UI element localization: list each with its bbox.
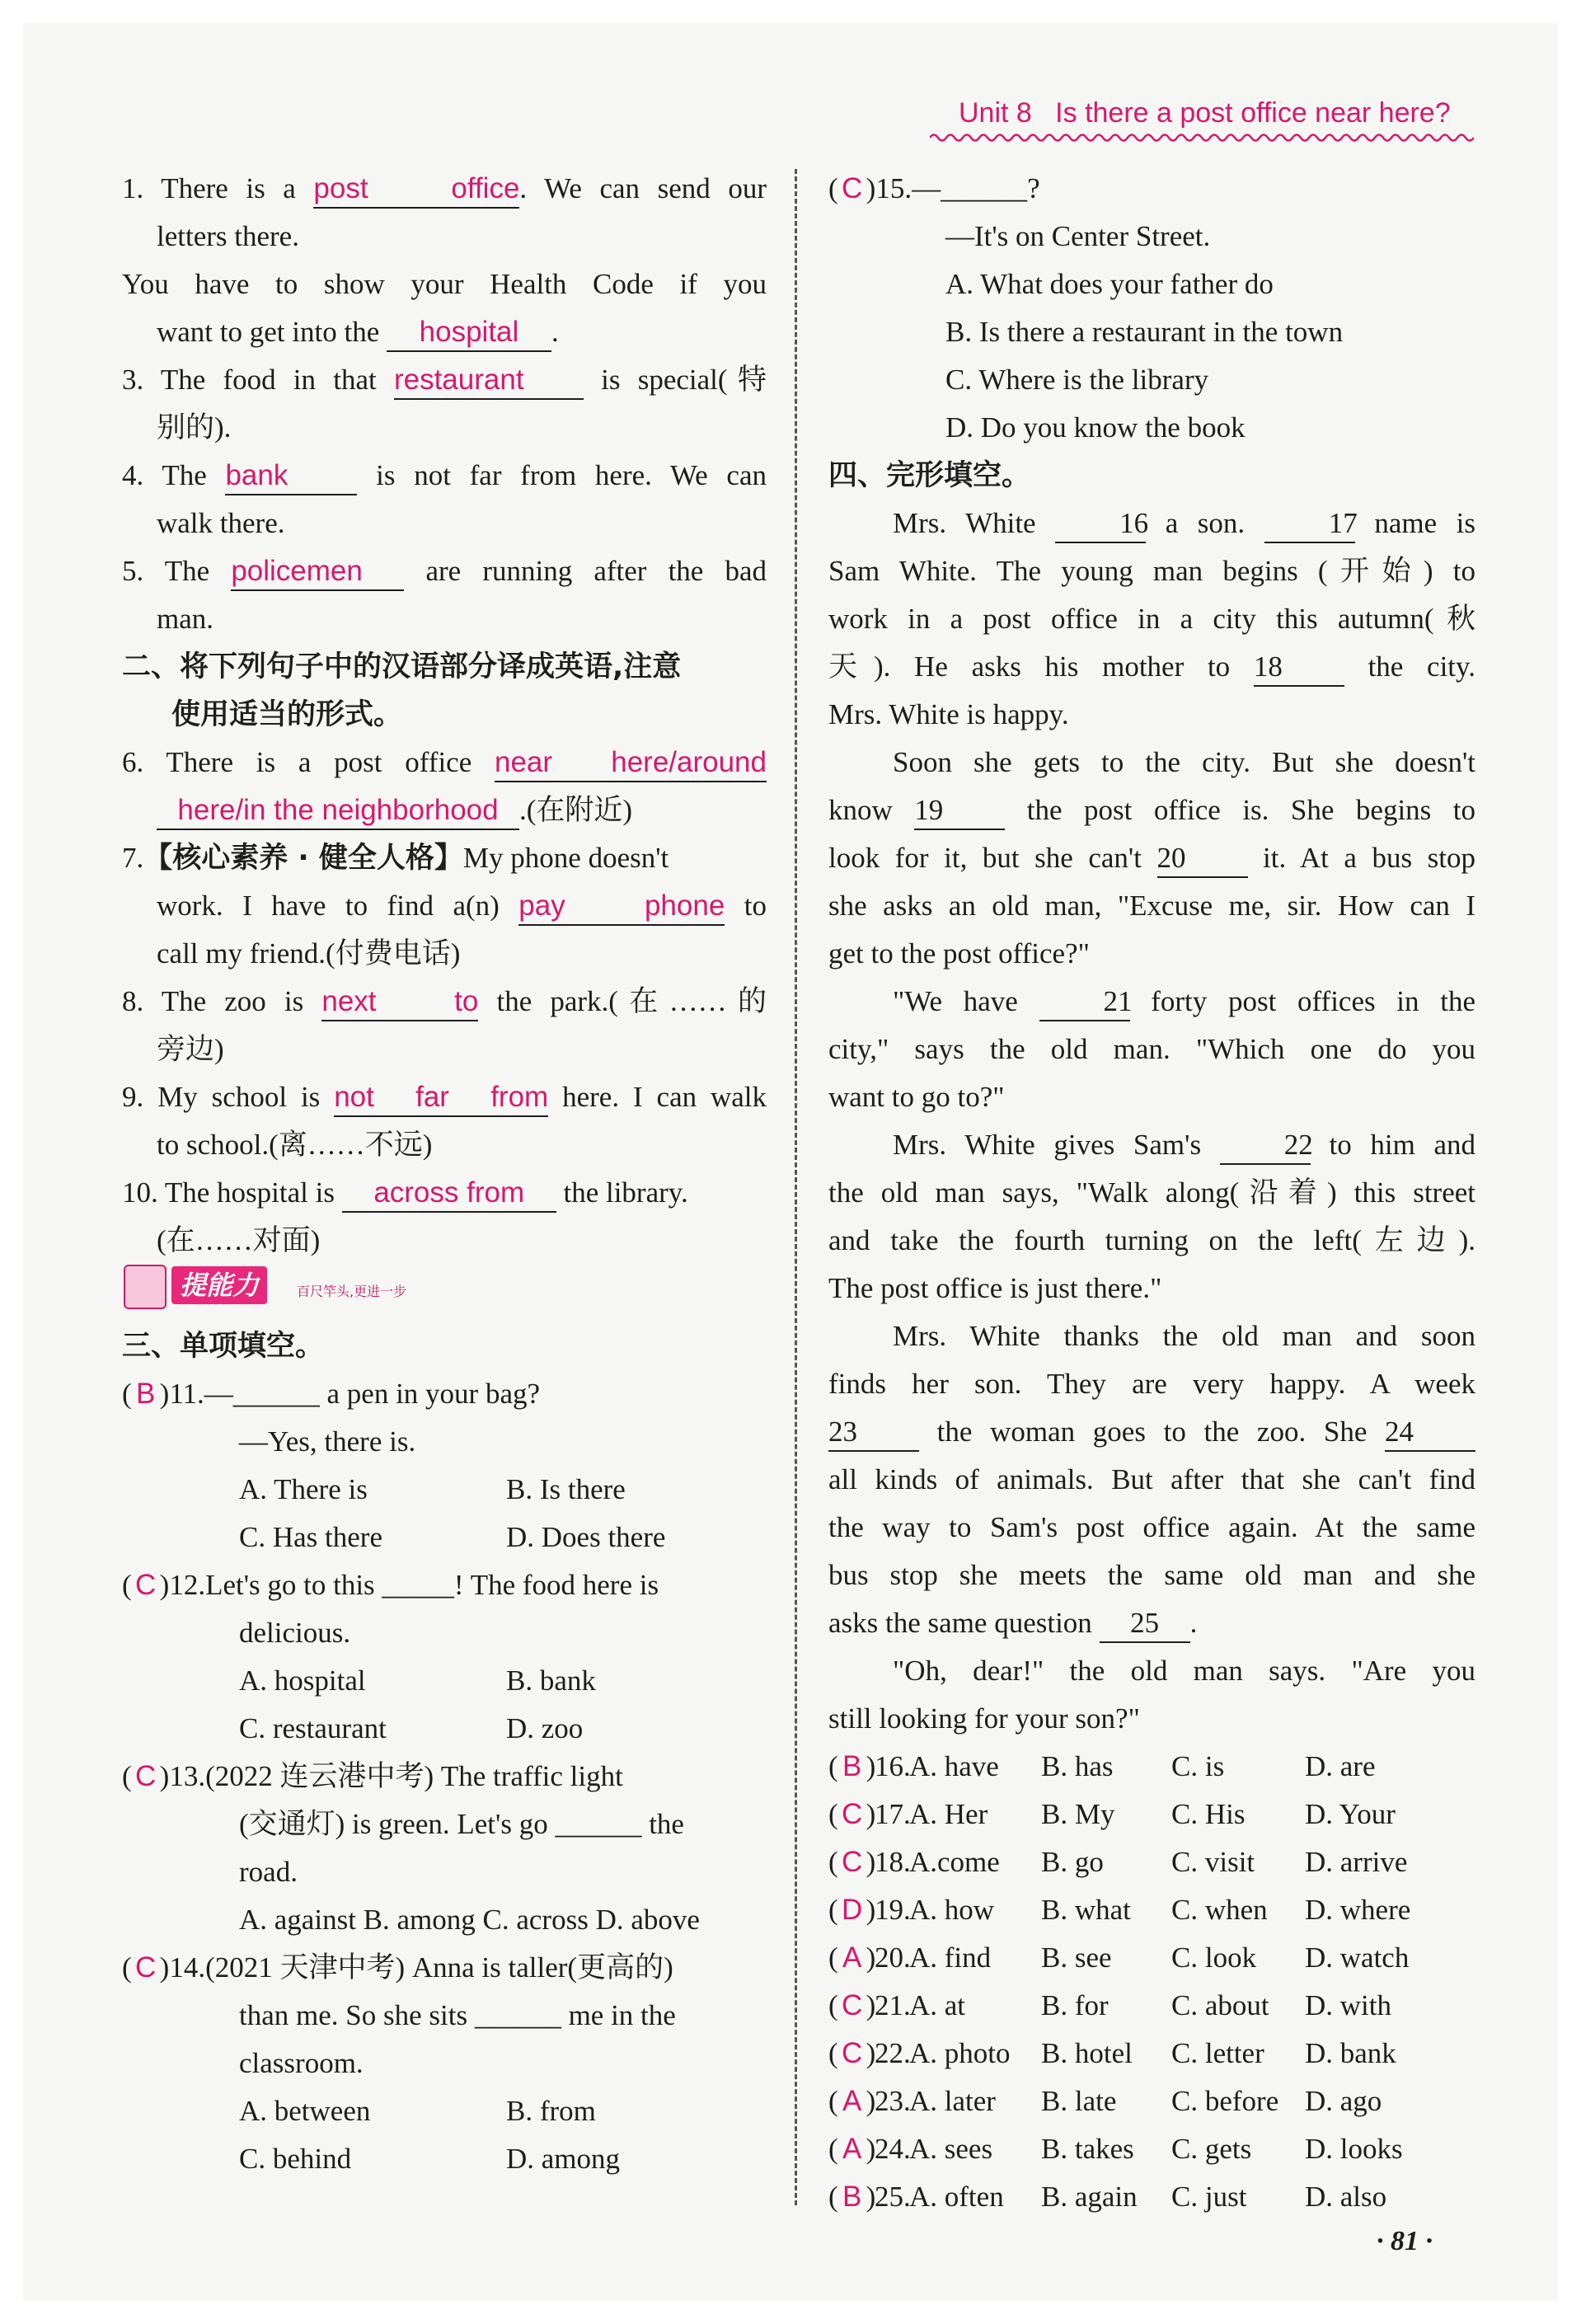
answer-blank[interactable]: pay phone — [518, 888, 725, 926]
question-1: 1. There is a post office. We can send our — [122, 165, 767, 213]
question-12: ( C )12.Let's go to this _____! The food here is — [122, 1569, 659, 1601]
unit-header — [959, 97, 1451, 129]
banner-title: 提能力 — [171, 1266, 267, 1304]
cloze-blank-24[interactable]: 24 — [1385, 1414, 1475, 1452]
cloze-blank-16[interactable]: 16 — [1055, 505, 1146, 543]
question-2: You have to show your Health Code if you — [122, 268, 767, 300]
unit-number: Unit 8 — [959, 97, 1032, 129]
cloze-answer-row: ( D ) 19. A. how B. what C. when D. where — [828, 1894, 1411, 1926]
answer-blank[interactable]: not far from — [334, 1079, 548, 1117]
cloze-answer-row: ( C ) 18. A.come B. go C. visit D. arrive — [828, 1846, 1408, 1878]
cloze-blank-21[interactable]: 21 — [1039, 984, 1130, 1021]
cloze-blank-25[interactable]: 25 — [1100, 1605, 1190, 1643]
question-5: 5. The policemen are running after the bad — [122, 547, 767, 595]
unit-title: Is there a post office near here? — [1055, 97, 1451, 129]
answer-blank[interactable]: across from — [342, 1175, 556, 1213]
answer-blank[interactable]: restaurant — [394, 362, 584, 400]
document-icon — [124, 1265, 167, 1309]
cloze-answer-row: ( A ) 20. A. find B. see C. look D. watch — [828, 1941, 1410, 1974]
header-wave-decoration — [930, 132, 1474, 143]
cloze-answer-row: ( A ) 23. A. later B. late C. before D. ago — [828, 2085, 1382, 2117]
answer-blank[interactable]: policemen — [231, 553, 404, 591]
page-number: · 81 · — [1377, 2226, 1433, 2256]
answer-blank[interactable]: post office — [313, 171, 519, 209]
answer-blank[interactable]: next to — [321, 984, 478, 1021]
section-3-heading: 三、单项填空。 — [122, 1330, 325, 1363]
answer-blank[interactable]: hospital — [387, 314, 551, 352]
passage-line: Mrs. White 16 a son. 17 name is — [828, 500, 1475, 547]
improve-ability-banner — [124, 1261, 453, 1311]
cloze-answer-row: ( B ) 16. A. have B. has C. is D. are — [828, 1750, 1376, 1782]
cloze-answer-list — [828, 1743, 1475, 2221]
question-10: 10. The hospital is across from the library. — [122, 1169, 767, 1217]
question-9: 9. My school is not far from here. I can walk — [122, 1073, 767, 1121]
cloze-answer-row: ( C ) 17. A. Her B. My C. His D. Your — [828, 1798, 1396, 1830]
cloze-blank-23[interactable]: 23 — [828, 1414, 919, 1452]
cloze-answer-row: ( C ) 22. A. photo B. hotel C. letter D. bank — [828, 2037, 1396, 2069]
cloze-blank-18[interactable]: 18 — [1254, 649, 1344, 687]
cloze-answer-row: ( A ) 24. A. sees B. takes C. gets D. looks — [828, 2133, 1403, 2165]
core-literacy-tag: 【核心素养 · 健全人格】 — [143, 842, 463, 875]
banner-subtitle: 百尺竿头,更进一步 — [297, 1284, 407, 1299]
question-3: 3. The food in that restaurant is special(特 — [122, 356, 767, 404]
cloze-blank-22[interactable]: 22 — [1220, 1127, 1311, 1165]
question-8: 8. The zoo is next to the park.(在……的 — [122, 978, 767, 1026]
answer-blank[interactable]: near here/around — [495, 744, 767, 782]
question-13: ( C )13.(2022 连云港中考) The traffic light — [122, 1760, 623, 1792]
section-4-heading: 四、完形填空。 — [828, 459, 1031, 492]
section-2-heading: 二、将下列句子中的汉语部分译成英语,注意 — [122, 650, 682, 683]
question-15: ( C )15.—______? — [828, 172, 1040, 204]
question-7: 7.【核心素养 · 健全人格】My phone doesn't — [122, 842, 669, 875]
cloze-blank-20[interactable]: 20 — [1157, 840, 1248, 878]
left-column: 1. There is a post office. We can send our letters there. You have to show your Health Code if you want to get into the hospital . 3. The food in that restaurant is special(特 别的). 4. The bank is not far from here. We can walk there. 5. The policemen are running after the bad man. 二、将下列句子中的汉语部分译成英语,注意 使用适当的形式。 6. There is a post office near here/around here/in the neighborhood .(在附近) 7.【核心素养 · 健全人格】My phone doesn't work. I have to find a(n) pay phone to call my friend.(付费电话) 8. The zoo is next to the park.(在……的 旁边) 9. My school is not far from here. I can walk to school.(离……不远) 10. The hospital is across from the library. (在……对面) 三、单项填空。 ( B )11.—______ a pen in your bag? —Yes, there is. A. There is B. Is there C. Has there D. Does there ( C )12.Let's go to this _____! The food here is delicious. A. hospital B. bank C. restaurant D. zoo ( C )13.(2022 连云港中考) The traffic light (交通灯) is green. Let's go ______ the road. A. against B. among C. across D. above ( C )14.(2021 天津中考) Anna is taller(更高的) than me. So she sits ______ me in the classroom. A. between B. from C. behind D. among — [122, 165, 767, 2183]
cloze-blank-19[interactable]: 19 — [914, 792, 1005, 830]
question-6: 6. There is a post office near here/around — [122, 739, 767, 786]
question-4: 4. The bank is not far from here. We can — [122, 452, 767, 500]
cloze-answer-row: ( B ) 25. A. often B. again C. just D. also — [828, 2181, 1387, 2213]
right-column: ( C )15.—______? —It's on Center Street. A. What does your father do B. Is there a restaurant in the town C. Where is the library D. Do you know the book 四、完形填空。 Mrs. White 16 a son. 17 name is Sam White. The young man begins (开始) to work in a post office in a city this autumn(秋 天). He asks his mother to 18 the city. Mrs. White is happy. Soon she gets to the city. But she doesn't know 19 the post office is. She begins to look for it, but she can't 20 it. At a bus stop she asks an old man, "Excuse me, sir. How can I get to the post office?" "We have 21 forty post offices in the city," says the old man. "Which one do you want to go to?" Mrs. White gives Sam's 22 to him and the old man says, "Walk along(沿着) this street and take the fourth turning on the left(左边). The post office is just there." Mrs. White thanks the old man and soon finds her son. They are very happy. A week 23 the woman goes to the zoo. She 24 all kinds of animals. But after that she can't find the way to Sam's post office again. At the same bus stop she meets the same old man and she asks the same question 25 . "Oh, dear!" the old man says. "Are you still looking for your son?" ( B ) 16. A. have B. has C. is D. are ( C ) 17. A. Her B. My C. His D. Your ( C ) 18. A.come B. go C. visit D. arrive ( D ) 19. A. how B. what C. when D. where ( A ) 20. A. find B. see C. look D. watch ( C ) 21. A. at B. for C. about D. with ( C ) 22. A. photo B. hotel C. letter D. bank ( A ) 23. A. later B. late C. before D. ago ( A ) 24. A. sees B. takes C. gets D. looks ( B ) 25. A. often B. again C. just D. also — [828, 165, 1475, 2221]
answer-blank[interactable]: here/in the neighborhood — [157, 792, 519, 830]
cloze-answer-row: ( C ) 21. A. at B. for C. about D. with — [828, 1989, 1391, 2021]
question-11: ( B )11.—______ a pen in your bag? — [122, 1378, 541, 1410]
column-divider — [795, 169, 797, 2205]
question-14: ( C )14.(2021 天津中考) Anna is taller(更高的) — [122, 1951, 673, 1984]
answer-blank[interactable]: bank — [225, 458, 357, 495]
cloze-blank-17[interactable]: 17 — [1264, 505, 1355, 543]
